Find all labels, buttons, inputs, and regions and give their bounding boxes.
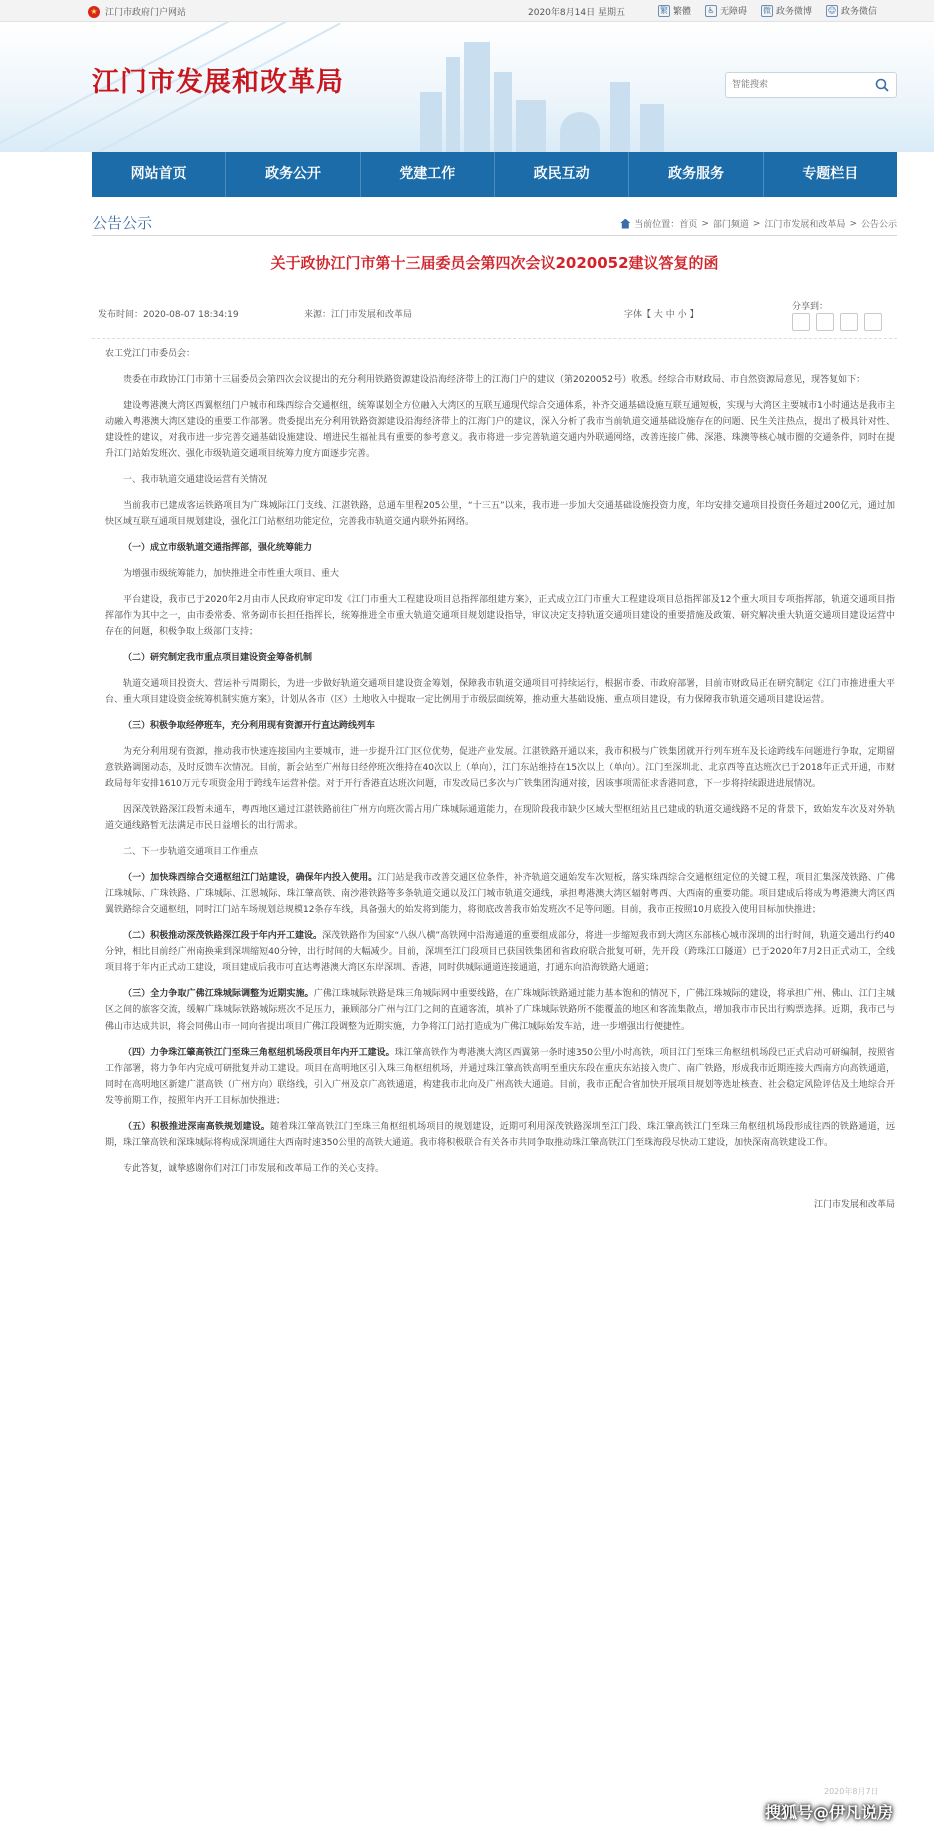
- paragraph: 轨道交通项目投资大、营运补亏周期长，为进一步做好轨道交通项目建设资金筹划，保障我市轨道交通项目可持续运行，根据市委、市政府部署，目前市财政局正在研究制定《江门市推进重大平台、重大项目建设资金统筹机制实施方案》，计划从各市（区）土地收入中提取一定比例用于市级层面统筹，推动重大基础设施、重点项目建设，有力保障我市轨道交通项目建设运营。: [105, 679, 895, 706]
- top-tools: [658, 4, 877, 17]
- breadcrumb-separator: >: [701, 218, 709, 229]
- paragraph: （二）积极推动深茂铁路深江段于年内开工建设。深茂铁路作为国家“八纵八横”高铁网中沿海通道的重要组成部分，将进一步缩短我市到大湾区东部核心城市深圳的出行时间，轨道交通出行约40分钟，相比目前经广州南换乘到深圳缩短40分钟，出行时间的大幅减少。目前，深圳至江门段项目已获国铁集团和省政府联合批复可研，先开段（跨珠江口隧道）已于2020年7月2日正式动工，全线项目将于年内正式动工建设，项目建成后我市可直达粤港澳大湾区东岸深圳、香港，同时供城际通道连接通道，打通东向沿海铁路大通道；: [105, 931, 895, 974]
- skyline-building: [610, 82, 630, 152]
- section-bar: [92, 210, 897, 236]
- paragraph-lead: （五）积极推进深南高铁规划建设。: [123, 1121, 271, 1132]
- paragraph-lead: （二）积极推动深茂铁路深江段于年内开工建设。: [123, 931, 323, 942]
- paragraph: 为增强市级统筹能力，加快推进全市性重大项目、重大: [123, 569, 340, 580]
- article-title: 关于政协江门市第十三届委员会第四次会议2020052建议答复的函: [270, 254, 719, 272]
- signature: 江门市发展和改革局: [813, 1199, 895, 1210]
- paragraph: （四）力争珠江肇高铁江门至珠三角枢纽机场段项目年内开工建设。珠江肇高铁作为粤港澳大湾区西翼第一条时速350公里/小时高铁，项目江门至珠三角枢纽机场段已正式启动可研编制，按照省工作部署，将力争年内完成可研批复并动工建设。项目在高明地区引入珠三角枢纽机场，并通过珠江肇高铁高明至重庆东段在重庆东站接入贵广、南广铁路，形成我市近期连接大西南方向高铁通道，同时在高明地区新建广湛高铁（广州方向）联络线，引入广州及京广高铁通道，构建我市北向及广州高铁大通道。目前，我市正配合省加快开展项目规划等选址核查、社会稳定风险评估及土地综合开发等前期工作，按照年内开工目标加快推进；: [105, 1047, 895, 1106]
- font-large-button[interactable]: 大: [653, 310, 663, 320]
- paragraph: （三）全力争取广佛江珠城际调整为近期实施。广佛江珠城际铁路是珠三角城际网中重要线路，在广珠城际铁路通过能力基本饱和的情况下，广佛江珠城际的建设，将承担广州、佛山、江门主城区之间的旅客交流，缓解广珠城际铁路城际班次不足压力，兼顾部分广州与江门之间的直通客流，填补了广珠城际铁路所不能覆盖的地区和客流集散点，增加我市市民出行购票选择。近期，我市已与佛山市达成共识，将会同佛山市一同向省提出项目广佛江段调整为近期实施，力争将江门站打造成为广佛江城际始发车站，进一步增强出行便捷性。: [105, 989, 895, 1032]
- skyline-building: [494, 72, 512, 152]
- paragraph: 贵委在市政协江门市第十三届委员会第四次会议提出的充分利用铁路资源建设沿海经济带上的江海门户的建议（第2020052号）收悉。经综合市财政局、市自然资源局意见，现答复如下：: [123, 375, 866, 386]
- font-medium-button[interactable]: 中: [665, 310, 675, 320]
- top-utility-bar: [0, 0, 934, 22]
- paragraph: 平台建设，我市已于2020年2月由市人民政府审定印发《江门市重大工程建设项目总指挥部组建方案》，正式成立江门市重大工程建设项目总指挥部及12个重大项目专项指挥部，轨道交通项目指挥部作为其中之一，由市委常委、常务副市长担任指挥长，统筹推进全市重大轨道交通项目规划建设指导，审议决定支持轨道交通项目建设的重要措施及政策、研究解决重大轨道交通项目建设运营中存在的问题，积极争取上级部门支持；: [105, 595, 895, 638]
- skyline-building: [446, 57, 460, 152]
- closing: 专此答复，诚挚感谢你们对江门市发展和改革局工作的关心支持。: [123, 1163, 385, 1174]
- subsection-heading: （三）积极争取经停班车，充分利用现有资源开行直达跨线列车: [123, 721, 376, 732]
- accessibility-icon: ♿: [705, 5, 717, 17]
- portal-link[interactable]: [88, 5, 186, 18]
- share-qzone-icon[interactable]: [792, 313, 810, 331]
- breadcrumb-department[interactable]: 部门频道: [712, 220, 749, 230]
- site-title: 江门市发展和改革局: [92, 67, 344, 98]
- skyline-building: [640, 104, 664, 152]
- nav-government-services[interactable]: 政务服务: [629, 152, 763, 197]
- paragraph: 当前我市已建成客运铁路项目为广珠城际江门支线、江湛铁路，总通车里程205公里，“十三五”以来，我市进一步加大交通基础设施投资力度，年均安排交通项目投资任务超过200亿元，通过加快区域互联互通项目规划建设，强化江门站枢纽功能定位，完善我市轨道交通内联外拓网络。: [105, 501, 895, 528]
- paragraph: （一）加快珠西综合交通枢纽江门站建设，确保年内投入使用。江门站是我市改善交通区位条件，补齐轨道交通始发车次短板，落实珠西综合交通枢纽定位的关键工程，项目汇集深茂铁路、广佛江珠城际、广珠铁路、广珠城际、江恩城际、珠江肇高铁、南沙港铁路等多条轨道交通以及江门城市轨道交通线，承担粤港澳大湾区辐射粤西、大西南的重要功能。项目建成后将成为粤港澳大湾区西翼铁路综合交通枢纽，同时江门站车场规划总规模12条存车线，具备强大的始发将到能力，将彻底改善我市始发班次不足等问题。目前，我市正按照10月底投入使用目标加快推进；: [105, 873, 895, 916]
- paragraph-lead: （三）全力争取广佛江珠城际调整为近期实施。: [123, 989, 314, 1000]
- breadcrumb-current[interactable]: 公告公示: [860, 220, 897, 230]
- breadcrumb-bureau[interactable]: 江门市发展和改革局: [764, 220, 846, 230]
- watermark: 搜狐号@伊凡说房: [765, 1803, 894, 1822]
- skyline-building: [560, 112, 600, 152]
- home-icon: [620, 219, 630, 229]
- search-icon[interactable]: [874, 77, 890, 93]
- paragraph-lead: （一）加快珠西综合交通枢纽江门站建设，确保年内投入使用。: [123, 873, 378, 884]
- nav-home[interactable]: 网站首页: [92, 152, 226, 197]
- breadcrumb: [620, 217, 897, 230]
- skyline-building: [464, 42, 490, 152]
- current-date: 2020年8月14日 星期五: [528, 8, 625, 18]
- share-icons: [792, 313, 882, 331]
- salutation: 农工党江门市委员会：: [105, 349, 196, 359]
- share-weibo-icon[interactable]: [816, 313, 834, 331]
- nav-government-affairs[interactable]: 政务公开: [226, 152, 360, 197]
- nav-public-interaction[interactable]: 政民互动: [495, 152, 629, 197]
- article-meta: [92, 302, 897, 339]
- weibo-icon: 微: [763, 5, 772, 15]
- header-banner: [0, 22, 934, 152]
- paragraph: 因深茂铁路深江段暂未通车，粤西地区通过江湛铁路前往广州方向班次需占用广珠城际通道能力，在现阶段我市缺少区域大型枢纽站且已建成的轨道交通线路不足的背景下，致始发车次及对外轨道交通线路暂无法满足市民日益增长的出行需求。: [105, 805, 895, 832]
- publish-time: 发布时间：2020-08-07 18:34:19: [98, 310, 239, 320]
- nav-party-building[interactable]: 党建工作: [361, 152, 495, 197]
- skyline-building: [516, 100, 546, 152]
- wechat-icon: ☺: [827, 5, 837, 15]
- breadcrumb-home[interactable]: 当前位置：首页: [634, 220, 698, 230]
- breadcrumb-separator: >: [849, 218, 857, 229]
- accessibility-link[interactable]: ♿ 无障碍: [705, 4, 747, 17]
- font-size-control: 字体【 大 中 小 】: [624, 310, 699, 320]
- national-emblem-icon: ★: [88, 6, 100, 18]
- section-heading: 一、我市轨道交通建设运营有关情况: [123, 475, 268, 486]
- weibo-link[interactable]: 微 政务微博: [763, 5, 813, 17]
- subsection-heading: （二）研究制定我市重点项目建设资金筹备机制: [123, 653, 313, 664]
- subsection-heading: （一）成立市级轨道交通指挥部，强化统筹能力: [123, 543, 313, 554]
- paragraph: 为充分利用现有资源，推动我市快速连接国内主要城市，进一步提升江门区位优势，促进产业发展。江湛铁路开通以来，我市积极与广铁集团就开行列车班车及长途跨线车问题进行争取，定期留意铁路调图动态，及时反馈车次情况。目前，新会站至广州每日经停班次维持在40次以上（单向），江门东站维持在15次以上（单向）。江门至深圳北、北京西等直达班次已于2018年正式开通，市财政局每年安排1610万元专项资金用于跨线车运营补偿。对于开行香港直达班次问题，市发改局已多次与广铁集团沟通对接，因该事项需征求香港同意，下一步将持续跟进进展情况。: [105, 747, 895, 790]
- share-label: 分享到：: [792, 302, 829, 312]
- section-title: 公告公示: [92, 214, 153, 232]
- simplified-chinese-icon: 繁: [660, 5, 668, 15]
- article-body: [105, 346, 895, 1223]
- paragraph-lead: （四）力争珠江肇高铁江门至珠三角枢纽机场段项目年内开工建设。: [123, 1047, 395, 1058]
- search-input[interactable]: [732, 76, 862, 94]
- share-wechat-icon[interactable]: [864, 313, 882, 331]
- traditional-chinese-link[interactable]: 繁 繁體: [660, 5, 692, 17]
- search-box: [725, 72, 897, 98]
- signature-date: 2020年8月7日: [824, 1787, 879, 1796]
- font-small-button[interactable]: 小: [677, 310, 687, 320]
- wechat-link[interactable]: ☺ 政务微信: [827, 5, 878, 17]
- skyline-building: [420, 92, 442, 152]
- main-nav: [92, 152, 897, 197]
- paragraph: （五）积极推进深南高铁规划建设。随着珠江肇高铁江门至珠三角枢纽机场项目的规划建设，近期可利用深茂铁路深圳至江门段、珠江肇高铁江门至珠三角枢纽机场段形成往西的铁路通道，远期，珠江肇高铁和深珠城际将构成深圳通往大西南时速350公里的高铁大通道。我市将积极联合有关各市共同争取推动珠江肇高铁江门至珠海段尽快动工建设，加快深南高铁建设工作。: [105, 1121, 895, 1148]
- share-tencent-icon[interactable]: [840, 313, 858, 331]
- section-heading: 二、下一步轨道交通项目工作重点: [123, 847, 259, 858]
- breadcrumb-separator: >: [752, 218, 761, 229]
- nav-special-topics[interactable]: 专题栏目: [802, 166, 859, 182]
- article-source: 来源：江门市发展和改革局: [304, 310, 413, 320]
- portal-label: 江门市政府门户网站: [105, 8, 187, 18]
- paragraph: 建设粤港澳大湾区西翼枢纽门户城市和珠西综合交通枢纽，统筹谋划全方位融入大湾区的互联互通现代综合交通体系，补齐交通基础设施互联互通短板，实现与大湾区主要城市1小时通达是我市主动融入粤港澳大湾区建设的重要工作部署。贵委提出充分利用铁路资源建设沿海经济带上的江海门户的建议，深入分析了我市当前轨道交通基础设施存在的问题、民生关注热点，提出了极具针对性、建设性的建议，对我市进一步完善交通基础设施建设、增进民生福祉具有重要的参考意义。我市将进一步完善轨道交通内外联通网络，改善连接广佛、深港、珠澳等核心城市圈的交通条件，同时在提升江门站始发班次、强化市级轨道交通项目统筹力度方面逐步完善。: [105, 401, 895, 460]
